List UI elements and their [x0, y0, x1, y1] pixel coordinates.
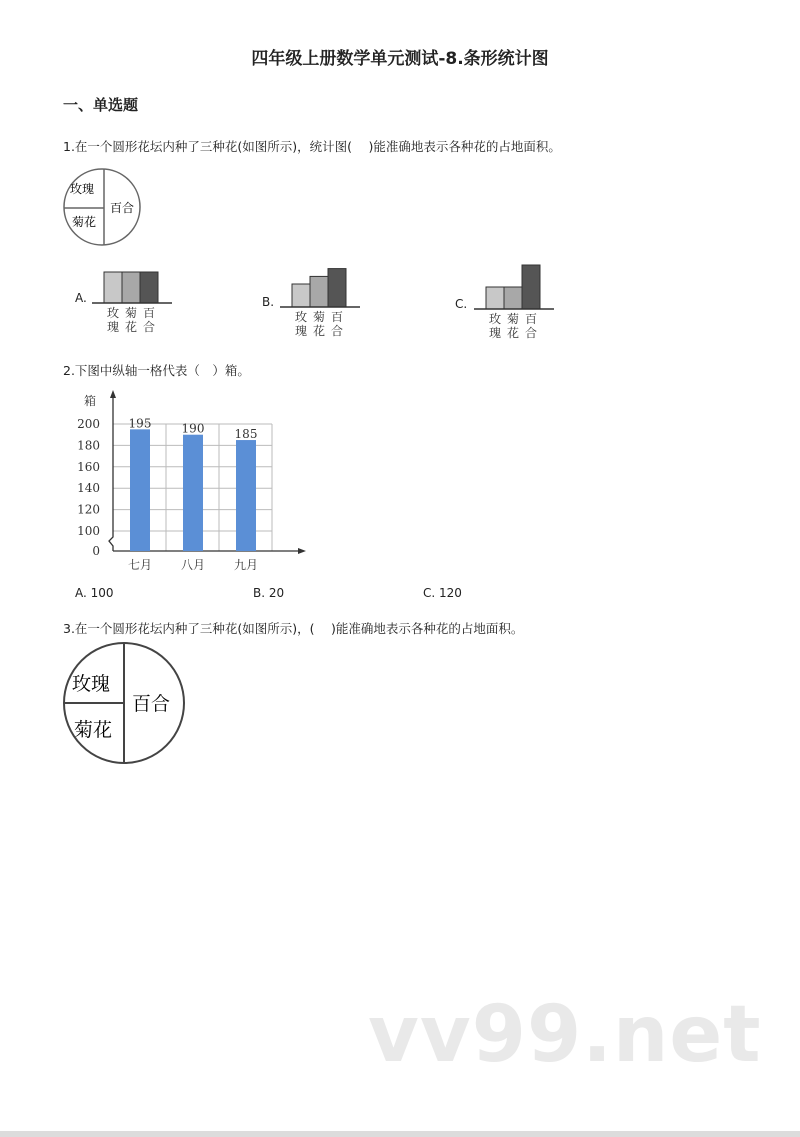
- q1-option-c-chart: [474, 234, 564, 349]
- q1-bar-label: 菊: [507, 312, 520, 326]
- pie-label-lily: 百合: [110, 201, 135, 215]
- q1-bar: [292, 284, 310, 307]
- y-axis-label: 箱: [84, 394, 97, 408]
- q2-bar-chart: [60, 385, 310, 580]
- y-tick-label: 120: [77, 502, 100, 517]
- page-title: 四年级上册数学单元测试-8.条形统计图: [251, 49, 549, 69]
- y-tick-label: 140: [77, 481, 100, 496]
- q1-option-b-chart: [280, 232, 370, 347]
- y-tick-label: 0: [92, 544, 100, 558]
- q1-bar: [504, 287, 522, 309]
- q2-option-c[interactable]: C. 120: [423, 586, 462, 600]
- pie-label-chrysanthemum: 菊花: [74, 719, 113, 741]
- y-tick-label: 200: [77, 417, 100, 431]
- question-2-text: 2.下图中纵轴一格代表（ ）箱。: [63, 363, 250, 378]
- y-tick-label: 180: [77, 438, 100, 453]
- q2-option-a[interactable]: A. 100: [75, 586, 114, 600]
- q1-bar-label: 百: [525, 312, 538, 326]
- q1-bar-label: 瑰: [295, 324, 308, 338]
- bar-九月: [236, 440, 256, 551]
- bar-八月: [183, 435, 203, 551]
- y-tick-label: 160: [77, 459, 100, 474]
- q1-option-a-chart: [92, 228, 182, 343]
- y-tick-label: 100: [77, 524, 100, 538]
- q1-bar: [310, 276, 328, 307]
- q2-option-b[interactable]: B. 20: [253, 586, 285, 600]
- x-tick-label: 九月: [233, 558, 259, 572]
- q1-option-b[interactable]: B.: [262, 295, 275, 309]
- q1-bar-label: 合: [143, 320, 156, 334]
- question-1-text: 1.在一个圆形花坛内种了三种花(如图所示)，统计图( )能准确地表示各种花的占地面积。: [63, 139, 561, 154]
- q1-bar-label: 玫: [295, 310, 308, 324]
- q1-bar-label: 玫: [489, 312, 502, 326]
- q1-bar-label: 百: [331, 310, 344, 324]
- section-heading: 一、单选题: [63, 96, 139, 114]
- q3-pie-figure: [60, 640, 190, 768]
- q1-bar: [122, 272, 140, 303]
- data-label: 195: [128, 416, 152, 431]
- q1-bar-label: 合: [331, 324, 344, 338]
- q1-bar-label: 花: [313, 324, 326, 338]
- q1-bar: [140, 272, 158, 303]
- pie-label-rose: 玫瑰: [72, 673, 111, 695]
- q1-bar-label: 百: [143, 306, 156, 320]
- watermark: vv99.net: [368, 990, 762, 1080]
- bar-七月: [130, 429, 150, 551]
- q1-bar: [104, 272, 122, 303]
- q1-option-c[interactable]: C.: [455, 297, 468, 311]
- x-tick-label: 八月: [180, 558, 206, 572]
- pie-label-chrysanthemum: 菊花: [72, 215, 97, 229]
- q1-bar-label: 玫: [107, 306, 120, 320]
- q1-bar: [328, 269, 346, 307]
- data-label: 185: [234, 427, 258, 442]
- q1-bar-label: 合: [525, 326, 538, 340]
- q1-bar-label: 瑰: [489, 326, 502, 340]
- q1-bar-label: 花: [125, 320, 138, 334]
- q1-bar-label: 菊: [125, 306, 138, 320]
- q1-bar-label: 花: [507, 326, 520, 340]
- y-axis-arrow: [110, 390, 116, 398]
- data-label: 190: [181, 421, 205, 436]
- q1-bar-label: 瑰: [107, 320, 120, 334]
- q1-option-a[interactable]: A.: [75, 291, 87, 305]
- pie-label-lily: 百合: [132, 693, 171, 715]
- x-axis-arrow: [298, 548, 306, 554]
- q1-bar: [522, 265, 540, 309]
- question-3-text: 3.在一个圆形花坛内种了三种花(如图所示)，( )能准确地表示各种花的占地面积。: [63, 621, 524, 636]
- y-axis: [109, 397, 113, 551]
- q1-bar-label: 菊: [313, 310, 326, 324]
- x-tick-label: 七月: [127, 558, 153, 572]
- q1-bar: [486, 287, 504, 309]
- page-bottom-edge: [0, 1131, 800, 1137]
- pie-label-rose: 玫瑰: [70, 182, 95, 196]
